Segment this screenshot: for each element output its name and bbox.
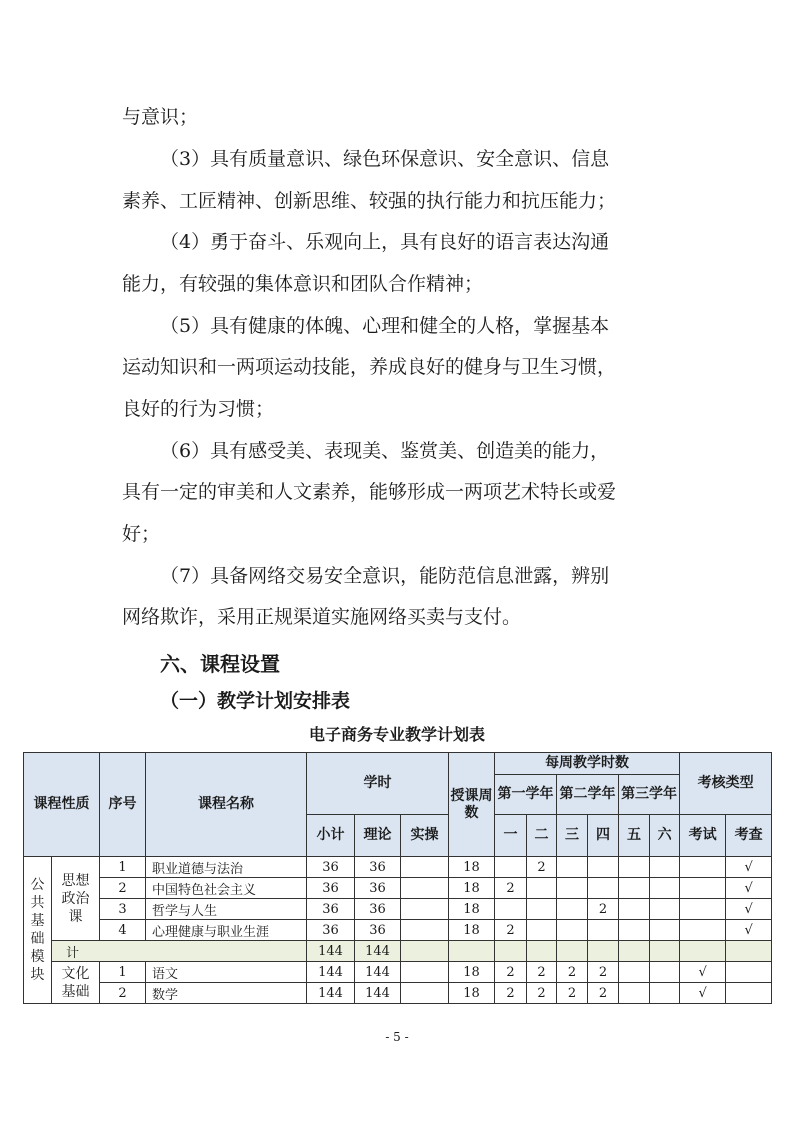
cell-sem-3 [557, 878, 588, 899]
cell-seq: 1 [100, 962, 146, 983]
cell-seq: 1 [100, 857, 146, 878]
cell-check: √ [726, 899, 772, 920]
cell-check: √ [726, 857, 772, 878]
cell-sem-6 [650, 899, 680, 920]
header-assessment: 考核类型 [680, 753, 772, 815]
table-row [24, 878, 772, 899]
cell-empty [449, 941, 495, 962]
cell-empty [619, 941, 650, 962]
cell-weeks: 18 [449, 899, 495, 920]
cell-weeks: 18 [449, 857, 495, 878]
cell-seq: 3 [100, 899, 146, 920]
header-course-name: 课程名称 [146, 753, 307, 857]
cell-sem-3: 2 [557, 962, 588, 983]
cell-empty [557, 941, 588, 962]
cell-theory: 144 [355, 983, 401, 1004]
paragraph-line: 运动知识和一两项运动技能，养成良好的健身与卫生习惯， [122, 356, 617, 378]
cell-sem-4 [588, 857, 619, 878]
cell-course-name: 中国特色社会主义 [146, 878, 307, 899]
cell-exam [680, 857, 726, 878]
header-sem-5: 五 [619, 815, 650, 857]
header-practice: 实操 [401, 815, 449, 857]
header-sem-2: 二 [527, 815, 557, 857]
paragraph-line: 能力，有较强的集体意识和团队合作精神； [122, 273, 484, 295]
cell-sem-3 [557, 899, 588, 920]
cell-sem-1 [495, 857, 527, 878]
cell-empty [726, 941, 772, 962]
group-label-cell [24, 857, 52, 1004]
cell-theory: 36 [355, 878, 401, 899]
cell-sem-5 [619, 983, 650, 1004]
cell-sem-5 [619, 878, 650, 899]
cell-weeks: 18 [449, 962, 495, 983]
cell-empty [401, 941, 449, 962]
cell-theory: 144 [355, 941, 401, 962]
cell-course-name: 心理健康与职业生涯 [146, 920, 307, 941]
header-teaching-weeks: 授课周数 [449, 753, 495, 857]
teaching-plan-table [23, 752, 772, 1004]
cell-sem-1: 2 [495, 878, 527, 899]
cell-sem-1: 2 [495, 962, 527, 983]
subgroup-political-cell [52, 857, 100, 941]
header-year-2: 第二学年 [557, 775, 619, 815]
cell-practice [401, 899, 449, 920]
cell-sem-3 [557, 857, 588, 878]
header-hours: 学时 [307, 753, 449, 815]
cell-sem-5 [619, 962, 650, 983]
cell-sem-4 [588, 878, 619, 899]
cell-empty [650, 941, 680, 962]
cell-sem-2 [527, 920, 557, 941]
cell-sem-4: 2 [588, 899, 619, 920]
header-subtotal: 小计 [307, 815, 355, 857]
group-label: 公共基础模块 [30, 877, 45, 983]
cell-theory: 36 [355, 899, 401, 920]
cell-empty [680, 941, 726, 962]
cell-check: √ [726, 878, 772, 899]
cell-sem-1 [495, 899, 527, 920]
paragraph-line: （5）具有健康的体魄、心理和健全的人格，掌握基本 [160, 315, 610, 337]
cell-sem-4 [588, 920, 619, 941]
cell-sem-3: 2 [557, 983, 588, 1004]
paragraph-line: 与意识； [122, 106, 199, 128]
cell-seq: 2 [100, 983, 146, 1004]
cell-sem-1: 2 [495, 983, 527, 1004]
table-row [24, 983, 772, 1004]
cell-sem-1: 2 [495, 920, 527, 941]
cell-sem-4: 2 [588, 983, 619, 1004]
header-year-3: 第三学年 [619, 775, 680, 815]
cell-sem-2 [527, 878, 557, 899]
cell-sem-5 [619, 857, 650, 878]
cell-exam: √ [680, 983, 726, 1004]
table-row [24, 962, 772, 983]
cell-subtotal: 144 [307, 983, 355, 1004]
cell-exam [680, 920, 726, 941]
subtotal-row [24, 941, 772, 962]
cell-subtotal: 36 [307, 899, 355, 920]
subsection-heading: （一）教学计划安排表 [160, 690, 351, 712]
cell-sem-6 [650, 962, 680, 983]
cell-sem-2: 2 [527, 857, 557, 878]
paragraph-line: 素养、工匠精神、创新思维、较强的执行能力和抗压能力； [122, 190, 617, 212]
cell-weeks: 18 [449, 920, 495, 941]
cell-sem-5 [619, 920, 650, 941]
cell-weeks: 18 [449, 983, 495, 1004]
cell-theory: 144 [355, 962, 401, 983]
cell-practice [401, 962, 449, 983]
cell-practice [401, 857, 449, 878]
cell-course-name: 哲学与人生 [146, 899, 307, 920]
header-weekly-hours: 每周教学时数 [495, 753, 680, 775]
cell-sem-6 [650, 983, 680, 1004]
section-heading: 六、课程设置 [160, 652, 280, 676]
cell-sem-6 [650, 920, 680, 941]
cell-sem-2: 2 [527, 962, 557, 983]
header-year-1: 第一学年 [495, 775, 557, 815]
paragraph-line: 具有一定的审美和人文素养，能够形成一两项艺术特长或爱 [122, 481, 617, 503]
header-check: 考查 [726, 815, 772, 857]
cell-exam [680, 878, 726, 899]
header-seq: 序号 [100, 753, 146, 857]
cell-empty [495, 941, 527, 962]
cell-subtotal: 144 [307, 941, 355, 962]
cell-sem-2 [527, 899, 557, 920]
cell-empty [588, 941, 619, 962]
cell-theory: 36 [355, 857, 401, 878]
header-sem-3: 三 [557, 815, 588, 857]
header-sem-4: 四 [588, 815, 619, 857]
header-sem-6: 六 [650, 815, 680, 857]
paragraph-line: 良好的行为习惯； [122, 398, 275, 420]
cell-subtotal: 36 [307, 920, 355, 941]
cell-practice [401, 920, 449, 941]
paragraph-line: （3）具有质量意识、绿色环保意识、安全意识、信息 [160, 148, 610, 170]
table-row [24, 899, 772, 920]
cell-practice [401, 983, 449, 1004]
paragraph-line: （7）具备网络交易安全意识，能防范信息泄露，辨别 [160, 565, 610, 587]
cell-exam: √ [680, 962, 726, 983]
table-title: 电子商务专业教学计划表 [308, 725, 485, 744]
table-row [24, 920, 772, 941]
paragraph-line: 好； [122, 523, 161, 545]
header-course-nature: 课程性质 [24, 753, 100, 857]
paragraph-line: 网络欺诈，采用正规渠道实施网络买卖与支付。 [122, 606, 522, 628]
cell-sem-4: 2 [588, 962, 619, 983]
paragraph-line: （6）具有感受美、表现美、鉴赏美、创造美的能力， [160, 440, 610, 462]
cell-exam [680, 899, 726, 920]
cell-weeks: 18 [449, 878, 495, 899]
cell-subtotal: 144 [307, 962, 355, 983]
cell-sem-3 [557, 920, 588, 941]
header-exam: 考试 [680, 815, 726, 857]
cell-check [726, 983, 772, 1004]
cell-seq: 2 [100, 878, 146, 899]
cell-sem-2: 2 [527, 983, 557, 1004]
cell-empty [527, 941, 557, 962]
table-row [24, 857, 772, 878]
cell-subtotal: 36 [307, 857, 355, 878]
header-theory: 理论 [355, 815, 401, 857]
cell-seq: 4 [100, 920, 146, 941]
cell-theory: 36 [355, 920, 401, 941]
cell-course-name: 职业道德与法治 [146, 857, 307, 878]
cell-subtotal: 36 [307, 878, 355, 899]
cell-sem-6 [650, 857, 680, 878]
subgroup-culture-cell [52, 962, 100, 1004]
page-number: - 5 - [385, 1030, 409, 1044]
subgroup-culture-label: 文化基础 [61, 965, 90, 1000]
paragraph-line: （4）勇于奋斗、乐观向上，具有良好的语言表达沟通 [160, 231, 610, 253]
cell-sem-5 [619, 899, 650, 920]
cell-check [726, 962, 772, 983]
header-sem-1: 一 [495, 815, 527, 857]
cell-check: √ [726, 920, 772, 941]
cell-course-name: 数学 [146, 983, 307, 1004]
subtotal-label: 计 [52, 941, 307, 962]
cell-practice [401, 878, 449, 899]
cell-course-name: 语文 [146, 962, 307, 983]
cell-sem-6 [650, 878, 680, 899]
subgroup-political-label: 思想政治课 [61, 872, 90, 925]
